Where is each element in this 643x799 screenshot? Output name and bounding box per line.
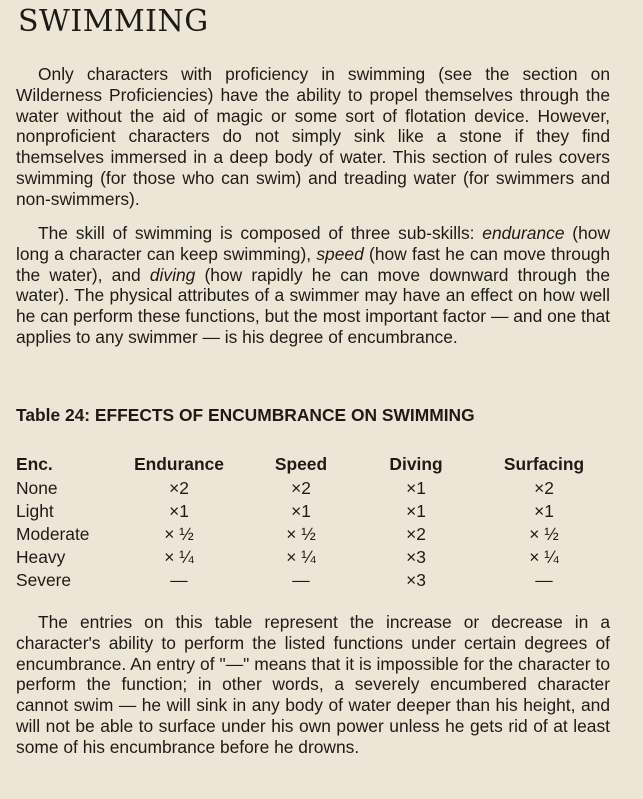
table-row — [16, 569, 614, 592]
table-cell: Heavy — [16, 547, 66, 567]
table-cell: ×3 — [406, 547, 426, 567]
table-cell: ×1 — [291, 501, 311, 521]
table-cell: Moderate — [16, 524, 90, 544]
column-header: Endurance — [134, 454, 224, 474]
table-cell: × ½ — [529, 524, 559, 544]
table-cell: × ¼ — [286, 547, 316, 567]
table-cell: × ½ — [164, 524, 194, 544]
table-row — [16, 546, 614, 569]
column-header: Diving — [389, 454, 443, 474]
table-cell: — — [535, 570, 553, 590]
table-row — [16, 523, 614, 546]
table-row — [16, 500, 614, 523]
table-explanation-paragraph: The entries on this table represent the increase or decrease in a character's ability to perform the listed functions under certain degrees of encumbrance. An entry of "—" means that it is impossible for the character to perform the function; in other words, a severely encumbered character cannot swim — he will sink in any body of water deeper than his height, and will not be able to surface under his own power unless he gets rid of at least some of his encumbrance before he drowns. — [16, 612, 610, 757]
table-cell: × ¼ — [164, 547, 194, 567]
table-cell: ×2 — [534, 478, 554, 498]
column-header: Surfacing — [503, 454, 585, 474]
table-cell: × ½ — [286, 524, 316, 544]
subskills-paragraph — [16, 223, 610, 348]
encumbrance-table — [16, 452, 614, 592]
table-cell: ×1 — [534, 501, 554, 521]
term-speed: speed — [316, 243, 364, 264]
table-cell: ×2 — [406, 524, 426, 544]
table-cell: — — [170, 570, 188, 590]
subskills-text-4: (how rapidly he can move downward through the water). The physical attributes of a swimmer may have an effect on how well he can perform these functions, but the most important factor — and one that applies to any swimmer — is his degree of encumbrance. — [16, 264, 610, 347]
table-cell: × ¼ — [529, 547, 559, 567]
table-title: Table 24: EFFECTS OF ENCUMBRANCE ON SWIMMING — [16, 405, 475, 425]
term-endurance: endurance — [482, 223, 565, 243]
table-cell: ×1 — [406, 501, 426, 521]
subskills-text-3: (how fast he can move through the water), and — [16, 243, 610, 285]
table-cell: Light — [16, 501, 54, 521]
table-cell: ×2 — [169, 478, 189, 498]
table-cell: ×3 — [406, 570, 426, 590]
term-diving: diving — [149, 264, 196, 285]
column-header: Speed — [274, 454, 328, 474]
table-cell: ×1 — [169, 501, 189, 521]
table-header-row — [16, 452, 614, 477]
table-cell: ×2 — [291, 478, 311, 498]
table-row — [16, 477, 614, 500]
table-cell: Severe — [16, 570, 72, 590]
intro-paragraph: Only characters with proficiency in swimming (see the section on Wilderness Proficiencies) have the ability to propel themselves through the water without the aid of magic or some sort of flotation device. However, nonproficient characters do not simply sink like a stone if they find themselves immersed in a deep body of water. This section of rules covers swimming (for those who can swim) and treading water (for swimmers and non-swimmers). — [16, 64, 610, 209]
subskills-text-1: The skill of swimming is composed of three sub-skills: — [38, 223, 483, 243]
subskills-text-2: (how long a character can keep swimming), — [16, 223, 611, 264]
section-heading: SWIMMING — [18, 4, 209, 39]
table-cell: None — [16, 478, 58, 498]
table-cell: ×1 — [406, 478, 426, 498]
column-header: Enc. — [16, 454, 53, 474]
table-cell: — — [292, 570, 310, 590]
